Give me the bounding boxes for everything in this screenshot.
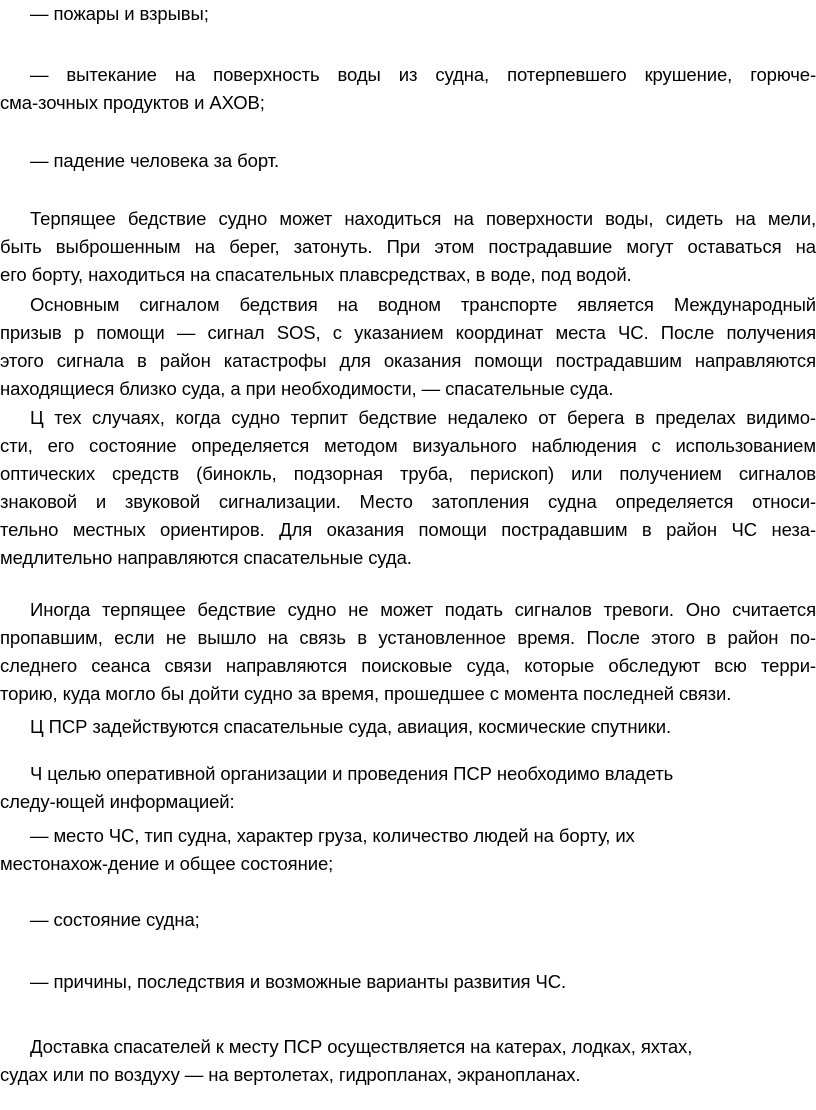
text-line: Ц ПСР задействуются спасательные суда, авиация, космические спутники. bbox=[30, 716, 672, 737]
text-line: этого сигнала в район катастрофы для оказания помощи пострадавшим направляются bbox=[0, 350, 816, 371]
text-line: находящиеся близко суда, а при необходимости, — спасательные суда. bbox=[0, 378, 614, 399]
text-line: — вытекание на поверхность воды из судна, потерпевшего крушение, горюче- bbox=[30, 64, 816, 85]
text-line: пропавшим, если не вышло на связь в установленное время. После этого в район по- bbox=[0, 627, 816, 648]
paragraph-bullet-fuel-leak bbox=[0, 61, 816, 117]
text-line: сти, его состояние определяется методом визуального наблюдения с использованием bbox=[0, 435, 816, 456]
text-line: торию, куда могло бы дойти судно за время, прошедшее с момента последней связи. bbox=[0, 683, 732, 704]
paragraph-visual-observation bbox=[0, 404, 816, 572]
text-line: быть выброшенным на берег, затонуть. При этом пострадавшие могут оставаться на bbox=[0, 236, 816, 257]
text-line: судах или по воздуху — на вертолетах, гидропланах, экранопланах. bbox=[0, 1064, 581, 1085]
text-line: следу-ющей информацией: bbox=[0, 791, 235, 812]
text-line: призыв р помощи — сигнал SOS, с указанием координат места ЧС. После получения bbox=[0, 322, 816, 343]
text-line: оптических средств (бинокль, подзорная труба, перископ) или получением сигналов bbox=[0, 463, 816, 484]
text-line: знаковой и звуковой сигнализации. Место затопления судна определяется относи- bbox=[0, 491, 816, 512]
text-line: Иногда терпящее бедствие судно не может подать сигналов тревоги. Оно считается bbox=[30, 599, 816, 620]
paragraph-rescuer-delivery bbox=[0, 1033, 816, 1089]
paragraph-bullet-vessel-state bbox=[0, 906, 816, 934]
paragraph-bullet-man-overboard bbox=[0, 147, 816, 175]
text-line: Основным сигналом бедствия на водном транспорте является Международный bbox=[30, 294, 816, 315]
text-line: — пожары и взрывы; bbox=[30, 3, 209, 24]
text-line: — состояние судна; bbox=[30, 909, 200, 930]
text-line: следнего сеанса связи направляются поисковые суда, которые обследуют всю терри- bbox=[0, 655, 816, 676]
text-line: тельно местных ориентиров. Для оказания помощи пострадавшим в район ЧС неза- bbox=[0, 519, 816, 540]
text-line: Доставка спасателей к месту ПСР осуществляется на катерах, лодках, яхтах, bbox=[30, 1036, 693, 1057]
paragraph-distressed-vessel bbox=[0, 205, 816, 289]
text-line: Ц тех случаях, когда судно терпит бедствие недалеко от берега в пределах видимо- bbox=[30, 407, 816, 428]
paragraph-missing-vessel bbox=[0, 596, 816, 708]
text-line: его борту, находиться на спасательных плавсредствах, в воде, под водой. bbox=[0, 264, 632, 285]
text-line: Терпящее бедствие судно может находиться на поверхности воды, сидеть на мели, bbox=[30, 208, 816, 229]
text-line: — причины, последствия и возможные варианты развития ЧС. bbox=[30, 971, 567, 992]
text-line: местонахож-дение и общее состояние; bbox=[0, 853, 334, 874]
text-line: сма-зочных продуктов и АХОВ; bbox=[0, 92, 265, 113]
paragraph-sos-signal bbox=[0, 291, 816, 403]
text-line: — место ЧС, тип судна, характер груза, количество людей на борту, их bbox=[30, 825, 635, 846]
text-line: — падение человека за борт. bbox=[30, 150, 279, 171]
paragraph-bullet-causes bbox=[0, 968, 816, 996]
paragraph-bullet-location bbox=[0, 822, 816, 878]
paragraph-bullet-fires bbox=[0, 0, 816, 28]
text-line: Ч целью оперативной организации и проведения ПСР необходимо владеть bbox=[30, 763, 674, 784]
text-line: медлительно направляются спасательные суда. bbox=[0, 547, 412, 568]
paragraph-psr-resources bbox=[0, 713, 816, 741]
paragraph-required-info bbox=[0, 760, 816, 816]
